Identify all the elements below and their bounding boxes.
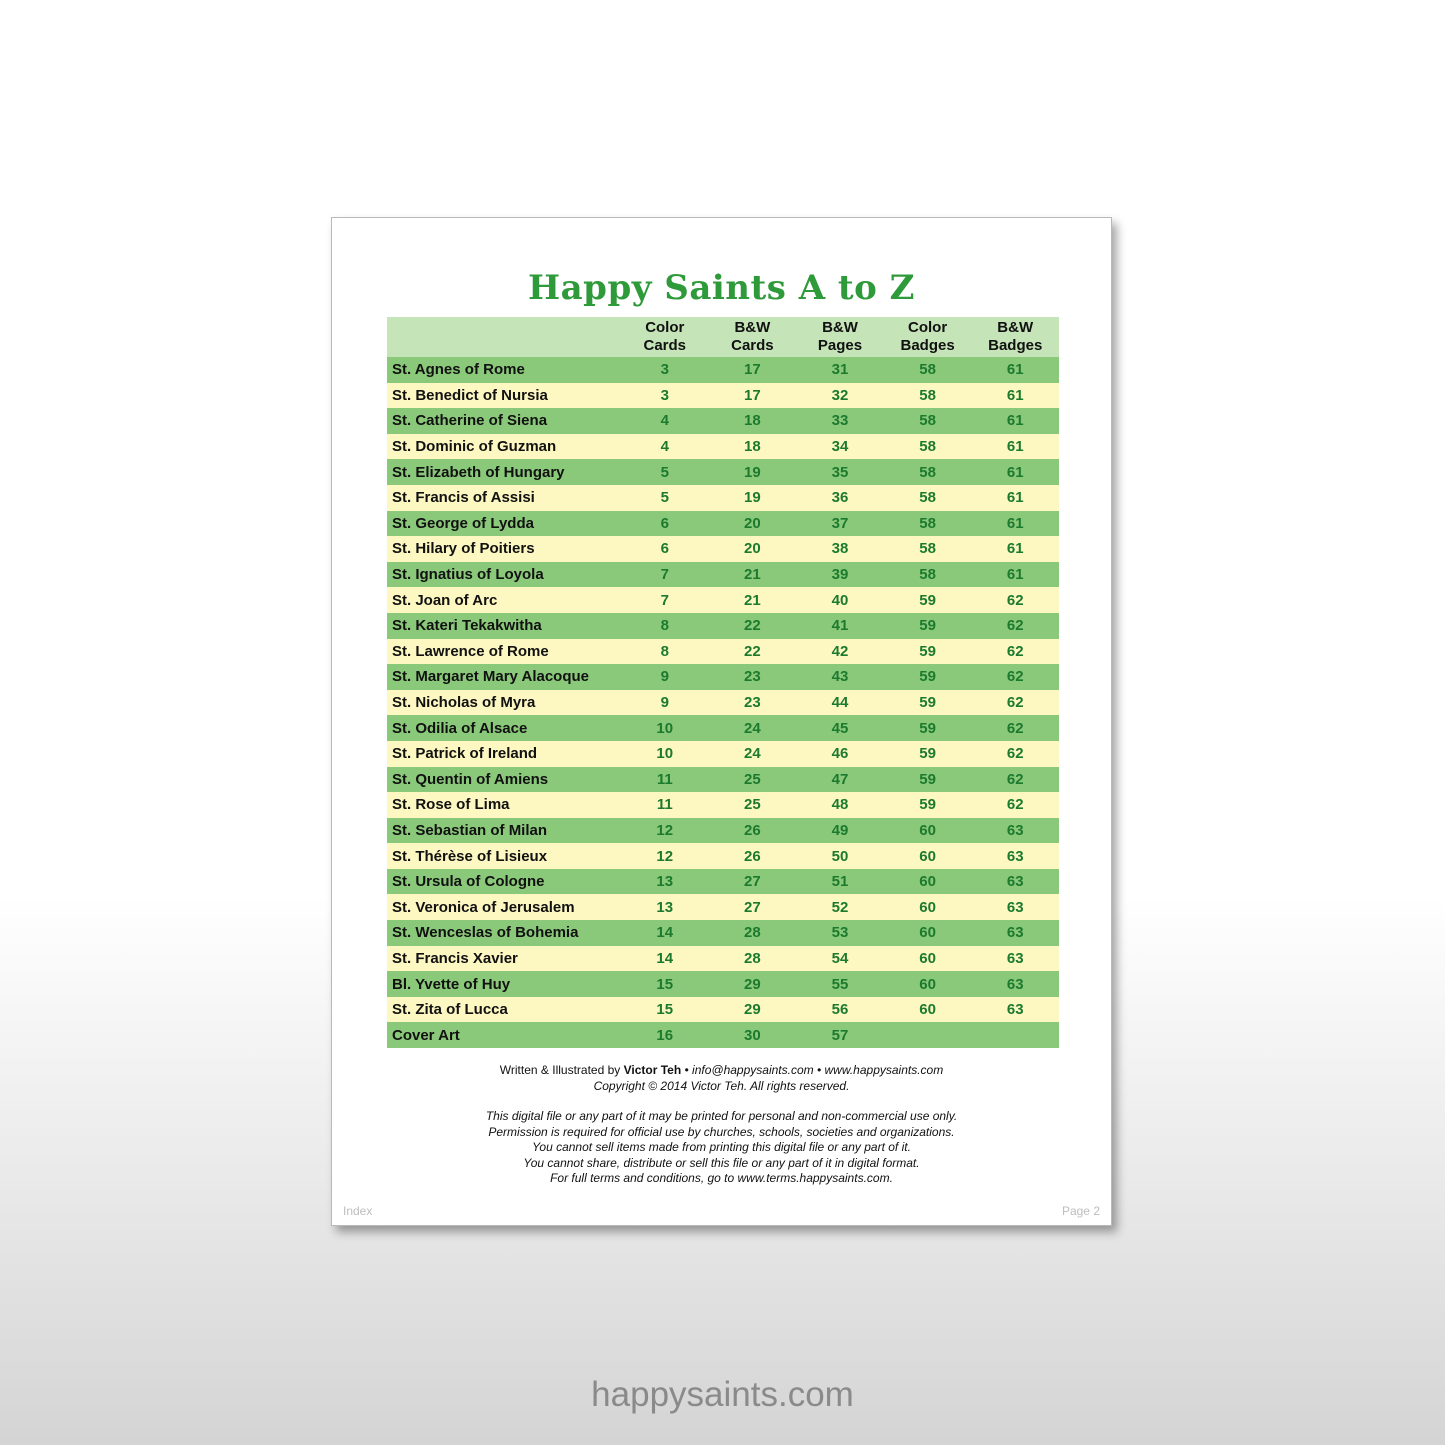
- bw-pages-cell: 33: [831, 412, 849, 430]
- color-badges-cell: 59: [919, 694, 936, 712]
- color-cards-cell: 8: [660, 617, 669, 635]
- bw-pages-cell: 56: [831, 1001, 849, 1019]
- bw-pages-cell: 38: [831, 540, 849, 558]
- bw-badges-cell: 61: [1006, 514, 1024, 532]
- color-cards-cell: 3: [660, 386, 669, 404]
- bw-badges-cell: 63: [1006, 975, 1024, 993]
- bw-badges-cell: 62: [1006, 591, 1024, 609]
- bw-pages-cell: 44: [831, 694, 849, 712]
- legal-line: You cannot sell items made from printing this digital file or any part of it.: [532, 1140, 911, 1154]
- bw-badges-cell: 63: [1006, 949, 1024, 967]
- bw-badges-cell: 63: [1006, 821, 1024, 839]
- color-cards-cell: 13: [656, 873, 674, 891]
- bw-cards-cell: 25: [744, 770, 761, 788]
- row-name: St. Benedict of Nursia: [392, 386, 548, 404]
- table-row: [387, 664, 1059, 690]
- page-title: Happy Saints A to Z: [528, 268, 915, 308]
- row-name: St. Rose of Lima: [392, 796, 510, 814]
- color-cards-cell: 14: [656, 949, 674, 967]
- color-badges-cell: 58: [919, 489, 936, 507]
- table-row: [387, 587, 1059, 613]
- color-badges-cell: 60: [919, 949, 936, 967]
- bw-cards-cell: 17: [744, 361, 761, 379]
- color-cards-cell: 9: [660, 668, 669, 686]
- table-row: [387, 485, 1059, 511]
- color-badges-cell: 58: [919, 361, 936, 379]
- color-cards-cell: 11: [656, 770, 673, 788]
- color-badges-cell: 60: [919, 975, 936, 993]
- bw-cards-cell: 22: [744, 642, 761, 660]
- credit-line: [332, 1063, 1111, 1079]
- bw-cards-cell: 23: [744, 668, 761, 686]
- table-row: [387, 715, 1059, 741]
- table-row: [387, 792, 1059, 818]
- bw-badges-cell: 61: [1006, 463, 1024, 481]
- color-cards-cell: 11: [656, 796, 673, 814]
- color-cards-cell: 15: [656, 975, 674, 993]
- color-cards-cell: 9: [660, 694, 669, 712]
- bw-cards-cell: 21: [744, 591, 761, 609]
- table-row: [387, 946, 1059, 972]
- table-row: [387, 767, 1059, 793]
- color-badges-cell: 60: [919, 873, 936, 891]
- credit-prefix: Written & Illustrated by: [499, 1063, 624, 1077]
- bw-pages-cell: 57: [831, 1026, 849, 1044]
- color-cards-cell: 7: [660, 566, 669, 584]
- color-badges-cell: 60: [919, 898, 936, 916]
- color-cards-cell: 14: [656, 924, 674, 942]
- table-row: [387, 536, 1059, 562]
- row-name: St. Sebastian of Milan: [392, 821, 548, 839]
- bw-badges-cell: 62: [1006, 745, 1024, 763]
- bw-cards-cell: 25: [744, 796, 761, 814]
- bw-badges-cell: 61: [1006, 566, 1024, 584]
- color-badges-cell: 60: [919, 1001, 936, 1019]
- bw-pages-cell: 49: [831, 821, 849, 839]
- bw-cards-cell: 28: [744, 949, 761, 967]
- credit-block: [332, 1063, 1111, 1094]
- bw-cards-cell: 24: [744, 745, 761, 763]
- row-name: St. Veronica of Jerusalem: [392, 898, 575, 916]
- bw-cards-cell: 30: [744, 1026, 761, 1044]
- document-page: [331, 217, 1112, 1226]
- color-badges-cell: 58: [919, 540, 936, 558]
- bw-cards-cell: 28: [744, 924, 761, 942]
- color-badges-cell: 60: [919, 847, 936, 865]
- color-badges-cell: 59: [919, 719, 936, 737]
- bw-cards-cell: 26: [744, 821, 761, 839]
- row-name: St. Ignatius of Loyola: [392, 566, 544, 584]
- bw-pages-cell: 40: [831, 591, 849, 609]
- bw-badges-cell: 62: [1006, 694, 1024, 712]
- table-row: [387, 818, 1059, 844]
- bw-cards-cell: 18: [744, 412, 761, 430]
- table-row: [387, 613, 1059, 639]
- color-badges-cell: 58: [919, 566, 936, 584]
- table-row: [387, 639, 1059, 665]
- color-cards-cell: 10: [656, 745, 674, 763]
- color-badges-cell: 59: [919, 745, 936, 763]
- bw-pages-cell: 31: [831, 361, 849, 379]
- bw-pages-cell: 42: [831, 642, 849, 660]
- header-bw-cards: B&W Cards: [731, 319, 774, 354]
- row-name: St. Elizabeth of Hungary: [392, 463, 565, 481]
- site-watermark: happysaints.com: [591, 1375, 854, 1414]
- color-cards-cell: 6: [660, 514, 669, 532]
- row-name: St. Catherine of Siena: [392, 412, 548, 430]
- bw-cards-cell: 26: [744, 847, 761, 865]
- table-row: [387, 690, 1059, 716]
- bw-cards-cell: 24: [744, 719, 761, 737]
- bw-pages-cell: 35: [831, 463, 849, 481]
- table-row: [387, 511, 1059, 537]
- bw-badges-cell: 61: [1006, 540, 1024, 558]
- color-cards-cell: 7: [660, 591, 669, 609]
- credit-author: Victor Teh: [623, 1063, 682, 1077]
- color-cards-cell: 8: [660, 642, 669, 660]
- bw-pages-cell: 51: [831, 873, 849, 891]
- row-name: St. George of Lydda: [392, 514, 534, 532]
- color-badges-cell: 60: [919, 924, 936, 942]
- bw-pages-cell: 47: [831, 770, 849, 788]
- color-badges-cell: 59: [919, 617, 936, 635]
- bw-cards-cell: 23: [744, 694, 761, 712]
- bw-badges-cell: 63: [1006, 924, 1024, 942]
- color-cards-cell: 16: [656, 1026, 674, 1044]
- table-row: [387, 1022, 1059, 1048]
- color-cards-cell: 10: [656, 719, 674, 737]
- color-cards-cell: 12: [656, 821, 674, 839]
- bw-pages-cell: 34: [831, 438, 849, 456]
- bw-badges-cell: 63: [1006, 847, 1024, 865]
- bw-badges-cell: 63: [1006, 873, 1024, 891]
- table-row: [387, 869, 1059, 895]
- legal-line: This digital file or any part of it may be printed for personal and non-commercial use only.: [485, 1109, 958, 1123]
- table-row: [387, 408, 1059, 434]
- bw-pages-cell: 37: [831, 514, 849, 532]
- header-bw-badges: B&W Badges: [988, 319, 1043, 354]
- row-name: St. Zita of Lucca: [392, 1001, 508, 1019]
- color-cards-cell: 6: [660, 540, 669, 558]
- bw-badges-cell: 62: [1006, 770, 1024, 788]
- color-cards-cell: 3: [660, 361, 669, 379]
- bw-badges-cell: 61: [1006, 386, 1024, 404]
- color-badges-cell: 59: [919, 591, 936, 609]
- header-bw-pages: B&W Pages: [817, 319, 863, 354]
- bw-cards-cell: 19: [744, 463, 761, 481]
- table-row: [387, 434, 1059, 460]
- credit-contact: • info@happysaints.com • www.happysaints.com: [681, 1063, 944, 1077]
- color-badges-cell: 58: [919, 438, 936, 456]
- color-badges-cell: 58: [919, 386, 936, 404]
- table-row: [387, 997, 1059, 1023]
- bw-badges-cell: 61: [1006, 489, 1024, 507]
- row-name: St. Agnes of Rome: [392, 361, 525, 379]
- bw-badges-cell: 62: [1006, 719, 1024, 737]
- bw-pages-cell: 53: [831, 924, 849, 942]
- legal-line: You cannot share, distribute or sell this file or any part of it in digital format.: [523, 1155, 920, 1170]
- legal-line: For full terms and conditions, go to www.terms.happysaints.com.: [550, 1171, 893, 1185]
- bw-pages-cell: 32: [831, 386, 849, 404]
- table-body: [387, 357, 1059, 1048]
- table-row: [387, 459, 1059, 485]
- bw-pages-cell: 36: [831, 489, 849, 507]
- footer-section-label: Index: [343, 1204, 373, 1218]
- color-cards-cell: 12: [656, 847, 674, 865]
- color-cards-cell: 15: [656, 1001, 674, 1019]
- bw-cards-cell: 17: [744, 386, 761, 404]
- color-badges-cell: 59: [919, 796, 936, 814]
- bw-badges-cell: 63: [1006, 898, 1024, 916]
- bw-pages-cell: 54: [831, 949, 849, 967]
- color-cards-cell: 4: [660, 412, 669, 430]
- table-row: [387, 562, 1059, 588]
- row-name: St. Lawrence of Rome: [392, 642, 549, 660]
- table-row: [387, 741, 1059, 767]
- bw-cards-cell: 18: [744, 438, 761, 456]
- row-name: St. Dominic of Guzman: [392, 438, 557, 456]
- bw-cards-cell: 27: [744, 873, 761, 891]
- row-name: St. Nicholas of Myra: [392, 694, 536, 712]
- table-header: [387, 317, 1059, 357]
- legal-notice: [332, 1109, 1111, 1187]
- color-cards-cell: 5: [660, 489, 669, 507]
- header-color-cards: Color Cards: [643, 319, 687, 354]
- bw-pages-cell: 52: [831, 898, 849, 916]
- table-row: [387, 383, 1059, 409]
- row-name: St. Odilia of Alsace: [392, 719, 528, 737]
- bw-badges-cell: 61: [1006, 412, 1024, 430]
- row-name: St. Wenceslas of Bohemia: [392, 924, 579, 942]
- bw-pages-cell: 50: [831, 847, 849, 865]
- bw-pages-cell: 55: [831, 975, 849, 993]
- color-badges-cell: 60: [919, 821, 936, 839]
- saints-index-table: [387, 317, 1059, 1048]
- bw-cards-cell: 27: [744, 898, 761, 916]
- bw-badges-cell: 62: [1006, 617, 1024, 635]
- bw-cards-cell: 21: [744, 566, 761, 584]
- table-row: [387, 357, 1059, 383]
- table-row: [387, 971, 1059, 997]
- header-color-badges: Color Badges: [900, 319, 955, 354]
- bw-badges-cell: 63: [1006, 1001, 1024, 1019]
- row-name: St. Hilary of Poitiers: [392, 540, 535, 558]
- bw-cards-cell: 22: [744, 617, 761, 635]
- color-badges-cell: 58: [919, 514, 936, 532]
- row-name: St. Patrick of Ireland: [392, 745, 538, 763]
- row-name: St. Margaret Mary Alacoque: [392, 668, 589, 686]
- row-name: St. Joan of Arc: [392, 591, 498, 609]
- copyright-text: Copyright © 2014 Victor Teh. All rights reserved.: [593, 1078, 850, 1093]
- color-badges-cell: 59: [919, 668, 936, 686]
- bw-badges-cell: 62: [1006, 796, 1024, 814]
- row-name: Bl. Yvette of Huy: [392, 975, 511, 993]
- bw-pages-cell: 45: [831, 719, 849, 737]
- row-name: St. Francis of Assisi: [392, 489, 535, 507]
- copyright-line: [332, 1079, 1111, 1095]
- row-name: St. Thérèse of Lisieux: [392, 847, 548, 865]
- bw-cards-cell: 20: [744, 514, 761, 532]
- bw-badges-cell: 61: [1006, 438, 1024, 456]
- table-row: [387, 894, 1059, 920]
- color-cards-cell: 5: [660, 463, 669, 481]
- row-name: St. Ursula of Cologne: [392, 873, 545, 891]
- page-number: Page 2: [1061, 1204, 1100, 1218]
- bw-badges-cell: 61: [1006, 361, 1024, 379]
- bw-pages-cell: 48: [831, 796, 849, 814]
- bw-badges-cell: 62: [1006, 668, 1024, 686]
- row-name: St. Francis Xavier: [392, 949, 518, 967]
- bw-cards-cell: 29: [744, 1001, 761, 1019]
- color-badges-cell: 59: [919, 642, 936, 660]
- table-row: [387, 843, 1059, 869]
- bw-pages-cell: 43: [831, 668, 849, 686]
- bw-pages-cell: 41: [831, 617, 849, 635]
- bw-pages-cell: 39: [831, 566, 849, 584]
- bw-badges-cell: 62: [1006, 642, 1024, 660]
- row-name: Cover Art: [392, 1026, 460, 1044]
- bw-cards-cell: 29: [744, 975, 761, 993]
- row-name: St. Quentin of Amiens: [392, 770, 549, 788]
- legal-line: Permission is required for official use by churches, schools, societies and organizations.: [488, 1124, 955, 1139]
- row-name: St. Kateri Tekakwitha: [392, 617, 542, 635]
- bw-pages-cell: 46: [831, 745, 849, 763]
- color-badges-cell: 58: [919, 412, 936, 430]
- bw-cards-cell: 19: [744, 489, 761, 507]
- color-badges-cell: 58: [919, 463, 936, 481]
- color-badges-cell: 59: [919, 770, 936, 788]
- bw-cards-cell: 20: [744, 540, 761, 558]
- color-cards-cell: 13: [656, 898, 674, 916]
- table-row: [387, 920, 1059, 946]
- color-cards-cell: 4: [660, 438, 669, 456]
